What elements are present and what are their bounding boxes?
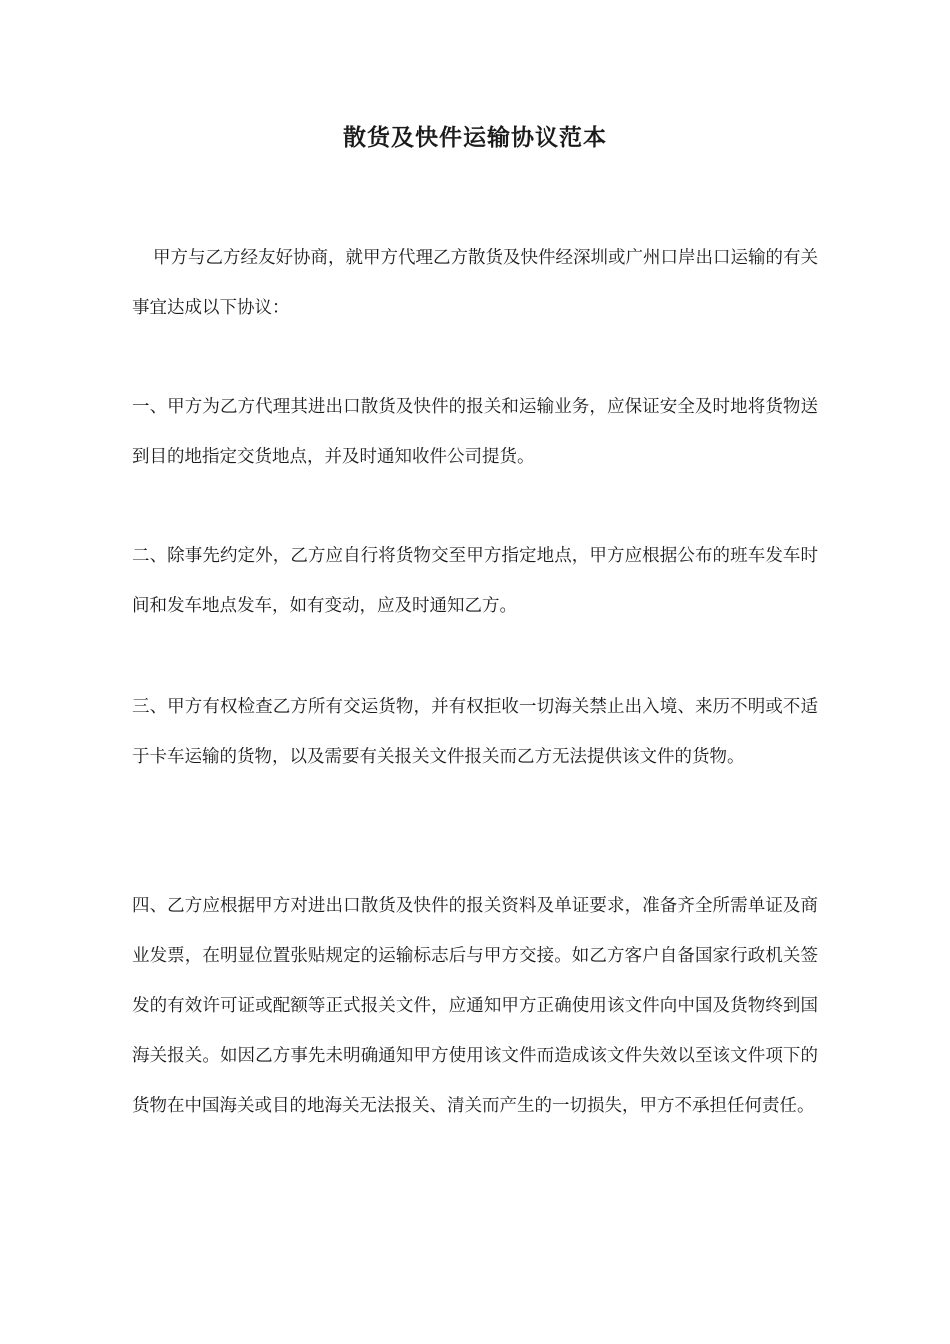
clause-1: 一、甲方为乙方代理其进出口散货及快件的报关和运输业务，应保证安全及时地将货物送到目的地指定交货地点，并及时通知收件公司提货。: [132, 397, 818, 467]
intro-paragraph: 甲方与乙方经友好协商，就甲方代理乙方散货及快件经深圳或广州口岸出口运输的有关事宜达成以下协议：: [132, 248, 818, 318]
clause-3: 三、甲方有权检查乙方所有交运货物，并有权拒收一切海关禁止出入境、来历不明或不适于卡车运输的货物，以及需要有关报关文件报关而乙方无法提供该文件的货物。: [132, 697, 818, 767]
document-title: 散货及快件运输协议范本: [343, 125, 607, 151]
clause-4: 四、乙方应根据甲方对进出口散货及快件的报关资料及单证要求，准备齐全所需单证及商业发票，在明显位置张贴规定的运输标志后与甲方交接。如乙方客户自备国家行政机关签发的有效许可证或配额等正式报关文件，应通知甲方正确使用该文件向中国及货物终到国海关报关。如因乙方事先未明确通知甲方使用该文件而造成该文件失效以至该文件项下的货物在中国海关或目的地海关无法报关、清关而产生的一切损失，甲方不承担任何责任。: [132, 896, 818, 1116]
clause-2: 二、除事先约定外，乙方应自行将货物交至甲方指定地点，甲方应根据公布的班车发车时间和发车地点发车，如有变动，应及时通知乙方。: [132, 546, 818, 616]
